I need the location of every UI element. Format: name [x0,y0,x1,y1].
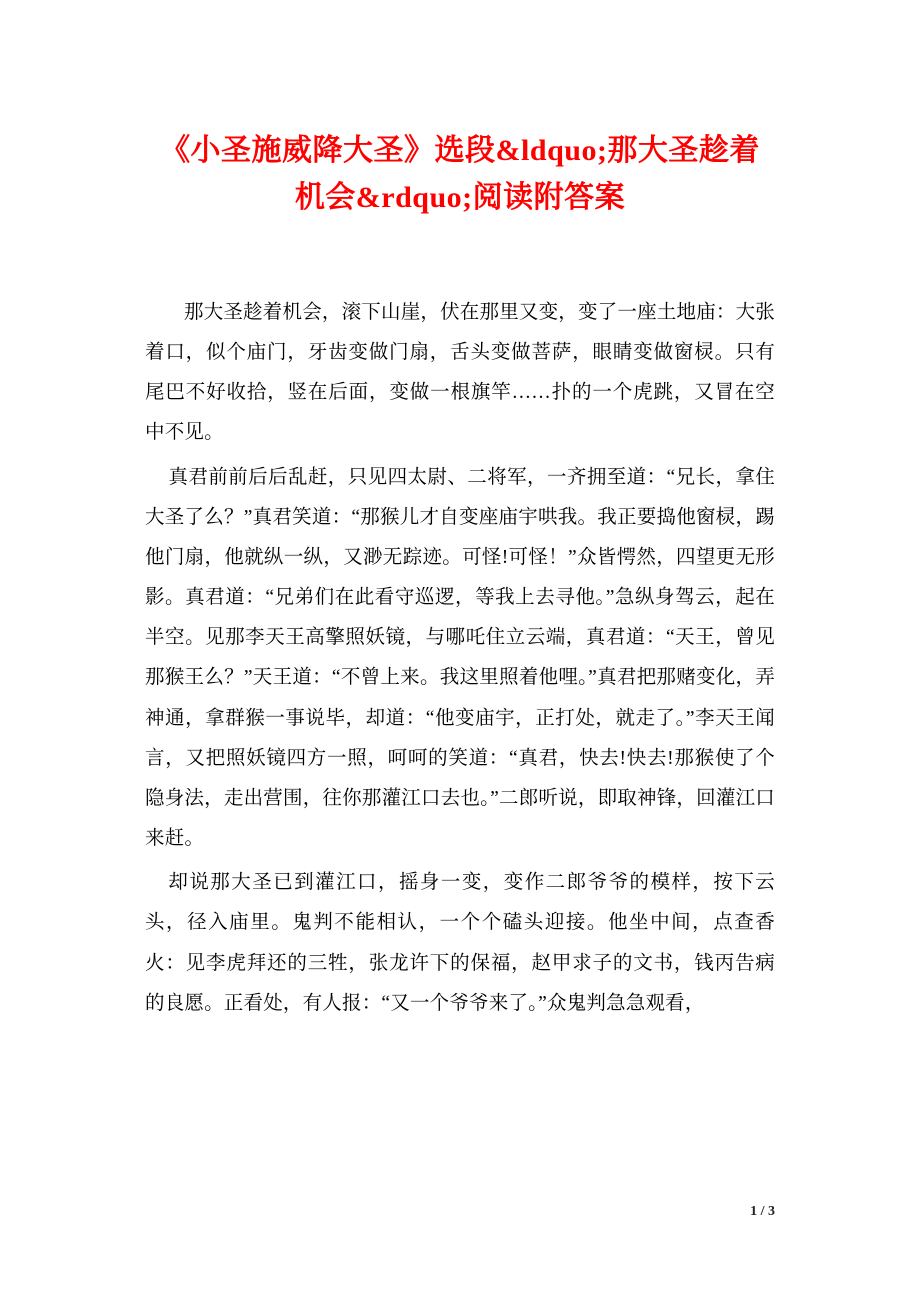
paragraph: 那大圣趁着机会，滚下山崖，伏在那里又变，变了一座土地庙：大张着口，似个庙门，牙齿变做门扇，舌头变做菩萨，眼睛变做窗棂。只有尾巴不好收拾，竖在后面，变做一根旗竿……扑的一个虎跳，又冒在空中不见。 [145,302,776,444]
page-number: 1 / 3 [750,1204,775,1219]
paragraph: 却说那大圣已到灌江口，摇身一变，变作二郎爷爷的模样，按下云头，径入庙里。鬼判不能相认，一个个磕头迎接。他坐中间，点查香火：见李虎拜还的三牲，张龙许下的保福，赵甲求子的文书，钱丙告病的良愿。正看处，有人报：“又一个爷爷来了。”众鬼判急急观看， [145,872,775,1014]
page-title: 《小圣施威降大圣》选段&ldquo;那大圣趁着机会&rdquo;阅读附答案 [160,134,760,214]
document-body [145,221,775,1024]
paragraph: 真君前前后后乱赶，只见四太尉、二将军，一齐拥至道：“兄长，拿住大圣了么？”真君笑道：“那猴儿才自变座庙宇哄我。我正要捣他窗棂，踢他门扇，他就纵一纵，又渺无踪迹。可怪!可怪！”众皆愕然，四望更无形影。真君道：“兄弟们在此看守巡逻，等我上去寻他。”急纵身驾云，起在半空。见那李天王高擎照妖镜，与哪吒住立云端，真君道：“天王，曾见那猴王么？”天王道：“不曾上来。我这里照着他哩。”真君把那赌变化，弄神通，拿群猴一事说毕，却道：“他变庙宇，正打处，就走了。”李天王闻言，又把照妖镜四方一照，呵呵的笑道：“真君，快去!快去!那猴使了个隐身法，走出营围，往你那灌江口去也。”二郎听说，即取神锋，回灌江口来赶。 [145,466,775,850]
